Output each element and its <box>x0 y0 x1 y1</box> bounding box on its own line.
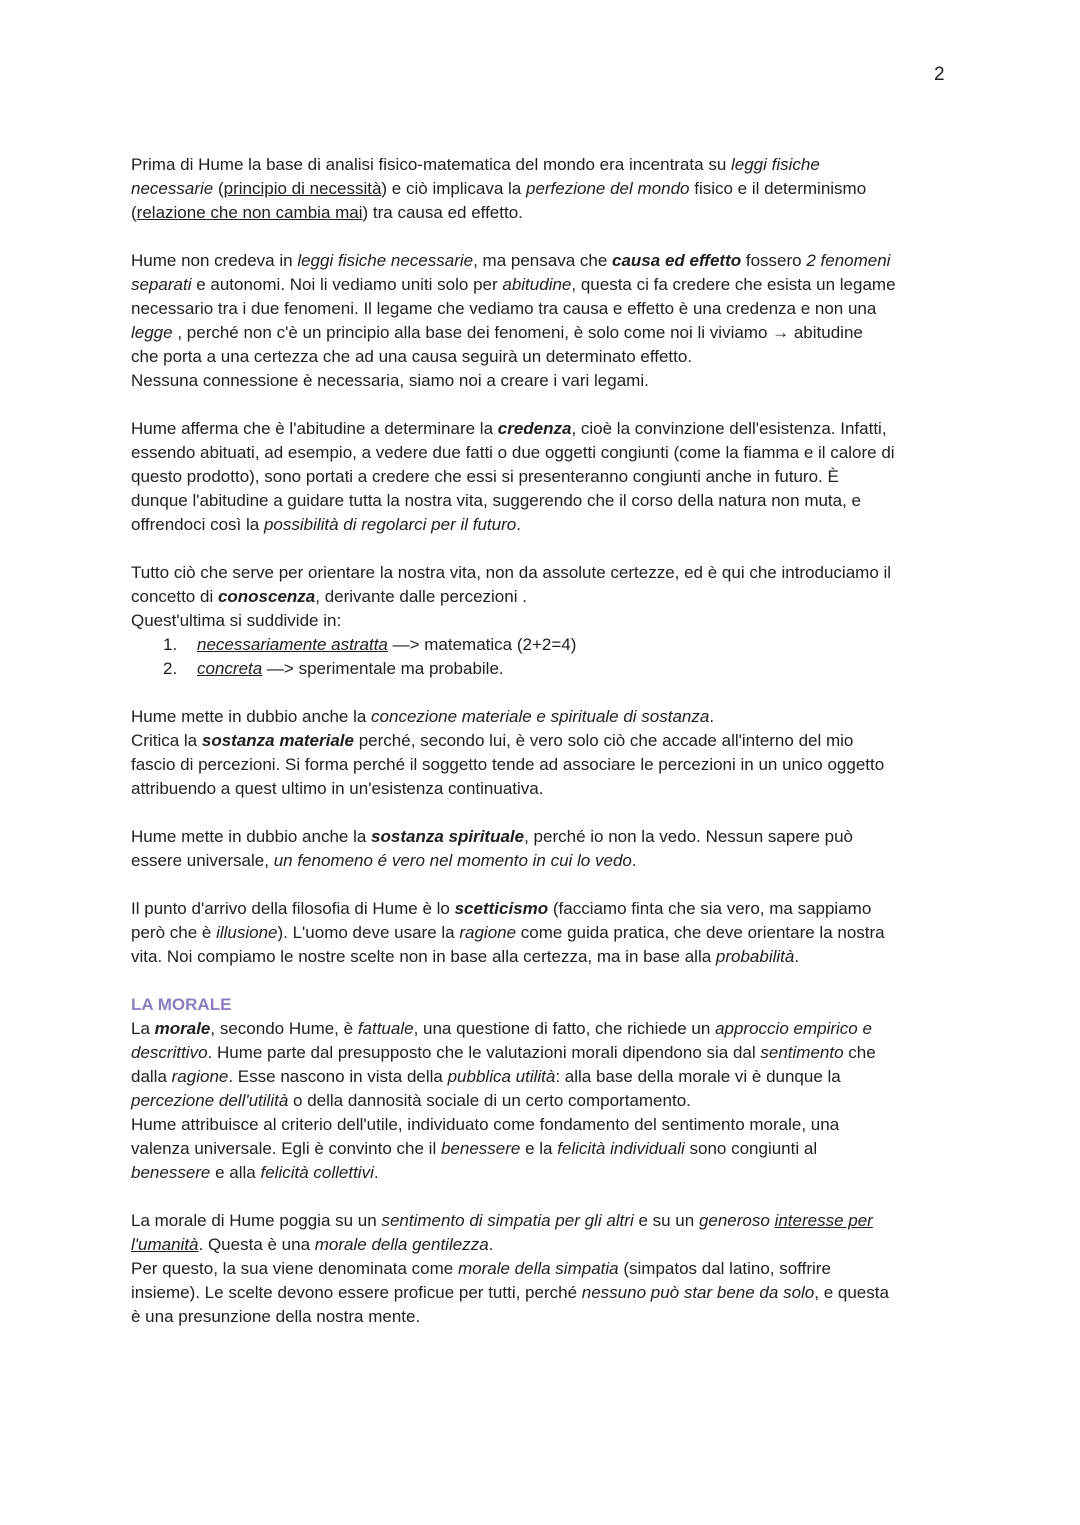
text-line: Hume mette in dubbio anche la sostanza spirituale, perché io non la vedo. Nessun sapere può <box>131 827 853 846</box>
text-line: Tutto ciò che serve per orientare la nostra vita, non da assolute certezze, ed è qui che introduciamo il <box>131 563 892 582</box>
text-line: separati e autonomi. Noi li vediamo uniti solo per abitudine, questa ci fa credere che esista un legame <box>131 275 896 294</box>
text-line: che porta a una certezza che ad una causa seguirà un determinato effetto. <box>131 347 693 366</box>
text-line: Il punto d'arrivo della filosofia di Hume è lo scetticismo (facciamo finta che sia vero, ma sappiamo <box>131 899 872 918</box>
text-line: Hume attribuisce al criterio dell'utile, individuato come fondamento del sentimento morale, una <box>131 1115 840 1134</box>
text-line: Hume mette in dubbio anche la concezione materiale e spirituale di sostanza. <box>131 707 715 726</box>
text-line: Nessuna connessione è necessaria, siamo noi a creare i vari legami. <box>131 371 649 390</box>
knowledge-list <box>131 633 961 681</box>
text-line: l'umanità. Questa è una morale della gentilezza. <box>131 1235 494 1254</box>
text-line: necessarie (principio di necessità) e ciò implicava la perfezione del mondo fisico e il determinismo <box>131 179 867 198</box>
text-line: essendo abituati, ad esempio, a vedere due fatti o due oggetti congiunti (come la fiamma e il calore di <box>131 443 895 462</box>
text-line: è una presunzione della nostra mente. <box>131 1307 421 1326</box>
text-line: (relazione che non cambia mai) tra causa ed effetto. <box>131 203 523 222</box>
paragraph-3 <box>131 417 961 537</box>
text-line: percezione dell'utilità o della dannosità sociale di un certo comportamento. <box>131 1091 691 1110</box>
text-line: insieme). Le scelte devono essere proficue per tutti, perché nessuno può star bene da solo, e questa <box>131 1283 889 1302</box>
section-la-morale <box>131 993 961 1185</box>
text-line: Prima di Hume la base di analisi fisico-matematica del mondo era incentrata su leggi fisiche <box>131 155 820 174</box>
text-line: necessario tra i due fenomeni. Il legame che vediamo tra causa e effetto è una credenza e non una <box>131 299 877 318</box>
page-number: 2 <box>934 64 945 85</box>
text-line: però che è illusione). L'uomo deve usare la ragione come guida pratica, che deve orientare la nostra <box>131 923 885 942</box>
text-line: dunque l'abitudine a guidare tutta la nostra vita, suggerendo che il corso della natura non muta, e <box>131 491 862 510</box>
text-line: fascio di percezioni. Si forma perché il soggetto tende ad associare le percezioni in un unico oggetto <box>131 755 885 774</box>
section-heading: LA MORALE <box>131 995 232 1014</box>
text-line: descrittivo. Hume parte dal presupposto che le valutazioni morali dipendono sia dal sentimento che <box>131 1043 876 1062</box>
text-line: benessere e alla felicità collettivi. <box>131 1163 379 1182</box>
text-line: Hume non credeva in leggi fisiche necessarie, ma pensava che causa ed effetto fossero 2 fenomeni <box>131 251 891 270</box>
document-body <box>131 153 961 1353</box>
paragraph-9 <box>131 1209 961 1329</box>
text-line: Hume afferma che è l'abitudine a determinare la credenza, cioè la convinzione dell'esistenza. Infatti, <box>131 419 887 438</box>
text-line: vita. Noi compiamo le nostre scelte non in base alla certezza, ma in base alla probabilità. <box>131 947 800 966</box>
text-line: dalla ragione. Esse nascono in vista della pubblica utilità: alla base della morale vi è dunque la <box>131 1067 841 1086</box>
text-line: concetto di conoscenza, derivante dalle percezioni . <box>131 587 527 606</box>
text-line: valenza universale. Egli è convinto che il benessere e la felicità individuali sono congiunti al <box>131 1139 818 1158</box>
paragraph-2 <box>131 249 961 393</box>
text-line: essere universale, un fenomeno é vero nel momento in cui lo vedo. <box>131 851 637 870</box>
list-item: 2. concreta —> sperimentale ma probabile. <box>163 659 504 678</box>
paragraph-6 <box>131 825 961 873</box>
text-line: Critica la sostanza materiale perché, secondo lui, è vero solo ciò che accade all'interno del mio <box>131 731 854 750</box>
list-item: 1. necessariamente astratta —> matematica (2+2=4) <box>163 635 577 654</box>
text-line: legge , perché non c'è un principio alla base dei fenomeni, è solo come noi li viviamo → abitudine <box>131 323 863 342</box>
text-line: La morale, secondo Hume, è fattuale, una questione di fatto, che richiede un approccio empirico e <box>131 1019 872 1038</box>
paragraph-7 <box>131 897 961 969</box>
paragraph-1 <box>131 153 961 225</box>
text-line: questo prodotto), sono portati a credere che essi si presenteranno congiunti anche in futuro. È <box>131 467 839 486</box>
text-line: offrendoci così la possibilità di regolarci per il futuro. <box>131 515 521 534</box>
text-line: Per questo, la sua viene denominata come morale della simpatia (simpatos dal latino, soffrire <box>131 1259 831 1278</box>
text-line: Quest'ultima si suddivide in: <box>131 611 342 630</box>
paragraph-4 <box>131 561 961 681</box>
text-line: La morale di Hume poggia su un sentimento di simpatia per gli altri e su un generoso interesse per <box>131 1211 873 1230</box>
paragraph-5 <box>131 705 961 801</box>
text-line: attribuendo a quest ultimo in un'esistenza continuativa. <box>131 779 544 798</box>
